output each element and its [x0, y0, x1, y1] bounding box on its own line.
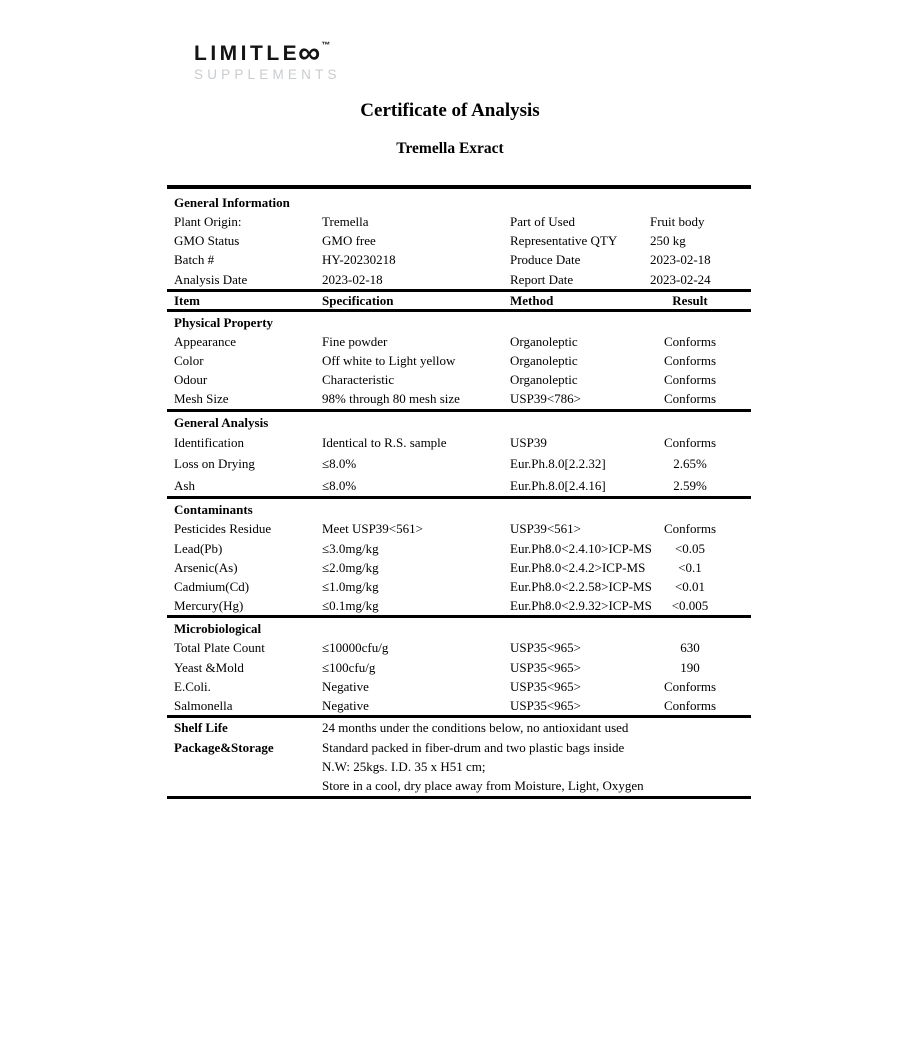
spec-cell: ≤8.0% — [322, 456, 357, 472]
method-cell: Eur.Ph8.0<2.2.58>ICP-MS — [510, 579, 652, 595]
item-cell: Mesh Size — [174, 391, 229, 407]
item-cell: Lead(Pb) — [174, 540, 223, 556]
storage-text: Store in a cool, dry place away from Moisture, Light, Oxygen — [322, 778, 644, 794]
section-heading: Contaminants — [174, 502, 253, 518]
item-cell: Mercury(Hg) — [174, 598, 244, 614]
result-cell: Conforms — [664, 698, 716, 714]
result-cell: Conforms — [664, 434, 716, 450]
storage-label — [167, 757, 315, 776]
result-cell: 2.59% — [673, 477, 707, 493]
document-title: Certificate of Analysis — [360, 100, 540, 121]
table-row — [167, 558, 751, 577]
method-cell: Eur.Ph8.0<2.4.2>ICP-MS — [510, 559, 646, 575]
info-label: Representative QTY — [510, 233, 618, 249]
table-row — [167, 696, 751, 715]
method-cell: Eur.Ph.8.0[2.4.16] — [510, 477, 606, 493]
result-cell: <0.1 — [678, 559, 702, 575]
info-label: GMO Status — [174, 233, 240, 249]
storage-text: 24 months under the conditions below, no antioxidant used — [322, 720, 629, 736]
product-name: Tremella Exract — [396, 140, 504, 157]
item-cell: Color — [174, 353, 204, 369]
info-value: 250 kg — [650, 233, 686, 249]
general-info-row — [167, 212, 751, 231]
logo — [194, 33, 341, 82]
certificate-body — [167, 185, 751, 799]
general-info-row — [167, 231, 751, 250]
storage-row — [167, 776, 751, 795]
method-cell: Organoleptic — [510, 353, 578, 369]
result-cell: Conforms — [664, 391, 716, 407]
storage-text: N.W: 25kgs. I.D. 35 x H51 cm; — [322, 759, 486, 775]
storage-text: Standard packed in fiber-drum and two plastic bags inside — [322, 739, 625, 755]
spec-cell: 98% through 80 mesh size — [322, 391, 460, 407]
table-row — [167, 519, 751, 538]
info-value: GMO free — [322, 233, 376, 249]
item-cell: Total Plate Count — [174, 640, 265, 656]
item-cell: Odour — [174, 372, 208, 388]
item-cell: Arsenic(As) — [174, 559, 238, 575]
results-sections — [167, 312, 751, 718]
item-cell: Loss on Drying — [174, 456, 255, 472]
general-information-section — [167, 189, 751, 292]
table-row — [167, 370, 751, 389]
spec-cell: Characteristic — [322, 372, 395, 388]
table-row — [167, 351, 751, 370]
general-information-rows — [167, 212, 751, 289]
item-cell: Salmonella — [174, 698, 233, 714]
info-label: Produce Date — [510, 252, 581, 268]
logo-subtext: SUPPLEMENTS — [194, 67, 341, 82]
storage-label: Shelf Life — [174, 720, 228, 736]
general-info-row — [167, 250, 751, 269]
table-row — [167, 638, 751, 657]
table-row — [167, 577, 751, 596]
info-value: Fruit body — [650, 214, 705, 229]
spec-cell: Negative — [322, 698, 369, 714]
info-label: Plant Origin: — [174, 214, 242, 229]
info-label: Part of Used — [510, 214, 575, 229]
general-info-row — [167, 270, 751, 289]
method-cell: USP35<965> — [510, 678, 582, 694]
column-header-result: Result — [672, 292, 708, 308]
table-row — [167, 475, 751, 497]
spec-cell: ≤8.0% — [322, 477, 357, 493]
storage-section — [167, 718, 751, 796]
storage-row — [167, 718, 751, 737]
trademark-icon: ™ — [321, 40, 331, 50]
table-row — [167, 453, 751, 475]
results-section — [167, 499, 751, 618]
item-cell: Cadmium(Cd) — [174, 579, 250, 595]
result-cell: Conforms — [664, 678, 716, 694]
section-heading: Physical Property — [174, 314, 274, 330]
method-cell: Organoleptic — [510, 333, 578, 349]
spec-cell: ≤3.0mg/kg — [322, 540, 379, 556]
result-cell: 2.65% — [673, 456, 707, 472]
storage-row — [167, 757, 751, 776]
table-row — [167, 677, 751, 696]
item-cell: Identification — [174, 434, 245, 450]
item-cell: Yeast &Mold — [174, 659, 244, 675]
method-cell: USP35<965> — [510, 640, 582, 656]
info-label: Report Date — [510, 271, 574, 287]
storage-label: Package&Storage — [174, 739, 274, 755]
method-cell: USP39 — [510, 434, 547, 450]
result-cell: <0.005 — [671, 598, 709, 614]
infinity-icon: ∞ — [298, 35, 321, 70]
table-row — [167, 389, 751, 408]
spec-cell: Identical to R.S. sample — [322, 434, 447, 450]
results-section — [167, 312, 751, 412]
column-header-method: Method — [510, 292, 554, 308]
spec-cell: ≤2.0mg/kg — [322, 559, 379, 575]
result-cell: 630 — [680, 640, 700, 656]
section-heading: Microbiological — [174, 621, 262, 637]
result-cell: Conforms — [664, 521, 716, 537]
result-cell: <0.01 — [674, 579, 706, 595]
info-value: Tremella — [322, 214, 369, 229]
spec-cell: ≤1.0mg/kg — [322, 579, 379, 595]
table-row — [167, 596, 751, 615]
info-value: 2023-02-18 — [322, 271, 383, 287]
result-cell: <0.05 — [674, 540, 706, 556]
spec-cell: Fine powder — [322, 333, 388, 349]
method-cell: USP39<561> — [510, 521, 582, 537]
method-cell: Eur.Ph.8.0[2.2.32] — [510, 456, 606, 472]
section-heading: General Analysis — [174, 414, 269, 430]
spec-cell: ≤0.1mg/kg — [322, 598, 379, 614]
method-cell: Eur.Ph8.0<2.4.10>ICP-MS — [510, 540, 652, 556]
results-section — [167, 618, 751, 718]
table-row — [167, 658, 751, 677]
result-cell: Conforms — [664, 333, 716, 349]
table-row — [167, 539, 751, 558]
spec-cell: Meet USP39<561> — [322, 521, 423, 537]
storage-label — [167, 776, 315, 795]
result-cell: Conforms — [664, 372, 716, 388]
section-heading: General Information — [174, 195, 290, 210]
table-row — [167, 432, 751, 454]
method-cell: USP39<786> — [510, 391, 582, 407]
storage-row — [167, 738, 751, 757]
info-label: Batch # — [174, 252, 215, 268]
column-header-specification: Specification — [322, 292, 394, 308]
results-section — [167, 412, 751, 500]
results-table-header — [167, 292, 751, 312]
info-value: 2023-02-18 — [650, 252, 711, 268]
result-cell: Conforms — [664, 353, 716, 369]
spec-cell: Negative — [322, 678, 369, 694]
item-cell: E.Coli. — [174, 678, 211, 694]
info-value: 2023-02-24 — [650, 271, 711, 287]
spec-cell: Off white to Light yellow — [322, 353, 456, 369]
info-value: HY-20230218 — [322, 252, 396, 268]
method-cell: USP35<965> — [510, 659, 582, 675]
spec-cell: ≤10000cfu/g — [322, 640, 389, 656]
item-cell: Appearance — [174, 333, 237, 349]
method-cell: Organoleptic — [510, 372, 578, 388]
method-cell: Eur.Ph8.0<2.9.32>ICP-MS — [510, 598, 652, 614]
logo-text: LIMITLE — [194, 42, 301, 65]
info-label: Analysis Date — [174, 271, 248, 287]
result-cell: 190 — [680, 659, 700, 675]
method-cell: USP35<965> — [510, 698, 582, 714]
column-header-item: Item — [174, 292, 200, 308]
spec-cell: ≤100cfu/g — [322, 659, 376, 675]
item-cell: Ash — [174, 477, 195, 493]
table-row — [167, 332, 751, 351]
item-cell: Pesticides Residue — [174, 521, 272, 537]
logo-wordmark — [194, 33, 341, 70]
